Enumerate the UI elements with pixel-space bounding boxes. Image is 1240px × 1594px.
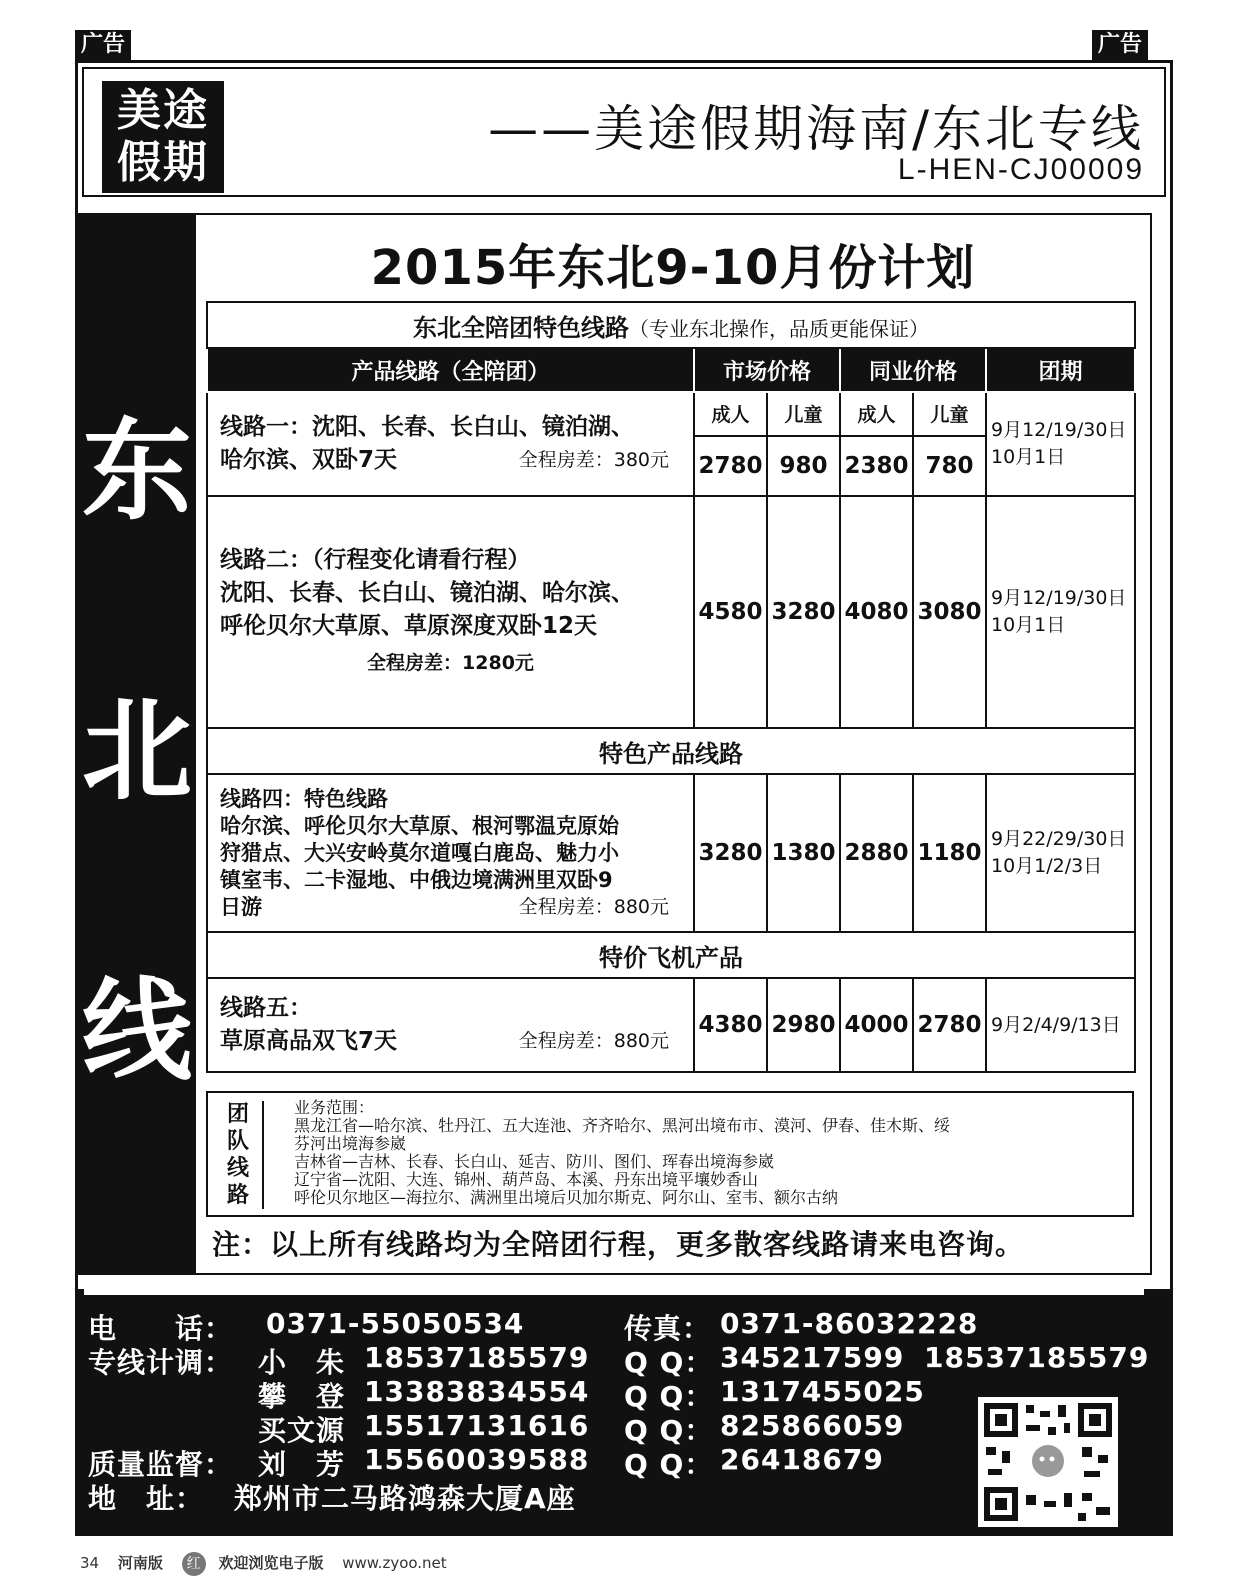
business-label-char: 线 xyxy=(226,1156,249,1181)
route-5-market-adult: 4380 xyxy=(694,978,767,1072)
staff-qq: 825866059 xyxy=(720,1409,905,1442)
route-4-line-4: 镇室韦、二卡湿地、中俄边境满洲里双卧9 xyxy=(220,867,613,892)
contact-block xyxy=(78,1289,1170,1533)
qq-label: Q Q： xyxy=(624,1380,714,1413)
route-5-date-1: 9月2/4/9/13日 xyxy=(991,1013,1121,1036)
route-4-fee: 全程房差：880元 xyxy=(518,895,669,918)
route-2-line-1: 线路二：（行程变化请看行程） xyxy=(220,547,531,573)
staff-phone: 18537185579 xyxy=(364,1341,590,1374)
business-title: 业务范围： xyxy=(294,1098,375,1117)
route-4-dates xyxy=(986,774,1135,932)
route-1-market-child: 980 xyxy=(767,436,840,496)
page-footer xyxy=(80,1552,461,1576)
header-title: ——美途假期海南/东北专线 xyxy=(488,100,1144,158)
business-label-char: 团 xyxy=(226,1102,249,1127)
route-5-trade-adult: 4000 xyxy=(840,978,913,1072)
route-2-trade-child: 3080 xyxy=(913,496,986,728)
route-2-dates xyxy=(986,496,1135,728)
route-1-line-1: 线路一：沈阳、长春、长白山、镜泊湖、 xyxy=(220,414,634,440)
phone-number: 0371-55050534 xyxy=(266,1307,525,1340)
advert-frame xyxy=(75,60,1173,1536)
route-5-trade-child: 2780 xyxy=(913,978,986,1072)
route-4-line-3: 狩猎点、大兴安岭莫尔道嘎白鹿岛、魅力小 xyxy=(220,840,619,865)
route-1-fee: 全程房差：380元 xyxy=(518,449,669,471)
qq-label: Q Q： xyxy=(624,1346,714,1379)
route-1-trade-child-label: 儿童 xyxy=(913,392,986,436)
business-line: 芬河出境海参崴 xyxy=(294,1134,407,1153)
license-code: L-HEN-CJ00009 xyxy=(897,153,1144,186)
route-2-market-child: 3280 xyxy=(767,496,840,728)
edition-badge-icon: 红 xyxy=(182,1552,206,1576)
route-2-line-3: 呼伦贝尔大草原、草原深度双卧12天 xyxy=(220,613,598,639)
logo-line-2: 假期 xyxy=(117,137,209,188)
divider xyxy=(84,1289,1144,1295)
route-4-date-2: 10月1/2/3日 xyxy=(991,855,1103,877)
qq-label: Q Q： xyxy=(624,1414,714,1447)
business-lines xyxy=(294,1099,1122,1207)
staff-qq: 345217599 xyxy=(720,1341,905,1374)
route-1-market-adult: 2780 xyxy=(694,436,767,496)
col-trade-price: 同业价格 xyxy=(840,348,986,392)
route-4-trade-adult: 2880 xyxy=(840,774,913,932)
qr-code-graphic xyxy=(978,1397,1118,1527)
route-1-date-2: 10月1日 xyxy=(991,446,1066,468)
staff-phone: 15517131616 xyxy=(364,1409,590,1442)
route-4-line-5: 日游 xyxy=(220,894,262,919)
footnote: 注：以上所有线路均为全陪团行程，更多散客线路请来电咨询。 xyxy=(212,1228,1025,1261)
quality-qq: 26418679 xyxy=(720,1443,884,1476)
logo-line-1: 美途 xyxy=(117,85,209,136)
route-4-date-1: 9月22/29/30日 xyxy=(991,828,1127,850)
route-5-fee: 全程房差：880元 xyxy=(518,1030,669,1052)
route-2-trade-adult: 4080 xyxy=(840,496,913,728)
route-4-market-adult: 3280 xyxy=(694,774,767,932)
business-scope xyxy=(206,1091,1134,1217)
business-label-char: 路 xyxy=(226,1183,249,1208)
route-1-market-child-label: 儿童 xyxy=(767,392,840,436)
side-banner xyxy=(78,213,194,1275)
route-2-cell xyxy=(207,496,694,728)
route-2-date-2: 10月1日 xyxy=(991,614,1066,636)
fax-label: 传真： xyxy=(624,1312,712,1345)
route-4-line-1: 线路四：特色线路 xyxy=(220,786,388,811)
col-dates: 团期 xyxy=(986,348,1135,392)
section-header-2: 特色产品线路 xyxy=(207,728,1135,774)
route-1-trade-child: 780 xyxy=(913,436,986,496)
route-2-date-1: 9月12/19/30日 xyxy=(991,587,1127,609)
quality-name: 刘 芳 xyxy=(258,1448,346,1481)
route-4-line-5-wrap xyxy=(220,894,681,921)
route-4-market-child: 1380 xyxy=(767,774,840,932)
fax-number: 0371-86032228 xyxy=(720,1307,979,1340)
side-char-3: 线 xyxy=(82,967,192,1095)
route-4-trade-child: 1180 xyxy=(913,774,986,932)
side-char-2: 北 xyxy=(82,687,192,815)
staff-name: 攀 登 xyxy=(258,1380,346,1413)
route-1-line-2: 哈尔滨、双卧7天 xyxy=(220,447,398,473)
address-label: 地 址： xyxy=(88,1482,205,1515)
website-link[interactable]: www.zyoo.net xyxy=(342,1554,447,1572)
ad-tag-left: 广告 xyxy=(75,30,131,60)
panel-title: 2015年东北9-10月份计划 xyxy=(370,240,976,296)
staff-name: 买文源 xyxy=(258,1414,346,1447)
route-1-line-2-wrap xyxy=(220,444,681,477)
price-table xyxy=(206,301,1136,1073)
staff-qq: 1317455025 xyxy=(720,1375,925,1408)
route-5-line-1: 线路五： xyxy=(220,995,312,1021)
route-5-line-2-wrap xyxy=(220,1025,681,1058)
quality-phone: 15560039588 xyxy=(364,1443,590,1476)
business-line: 黑龙江省—哈尔滨、牡丹江、五大连池、齐齐哈尔、黑河出境布市、漠河、伊春、佳木斯、绥 xyxy=(294,1116,951,1135)
section-title-1: 东北全陪团特色线路 xyxy=(413,313,630,342)
route-5-dates xyxy=(986,978,1135,1072)
staff-phone: 13383834554 xyxy=(364,1375,590,1408)
route-4-cell xyxy=(207,774,694,932)
page-number: 34 xyxy=(80,1554,100,1572)
route-2-fee: 全程房差：1280元 xyxy=(367,652,534,674)
ad-tag-right: 广告 xyxy=(1092,30,1148,60)
route-5-line-2: 草原高品双飞7天 xyxy=(220,1028,398,1054)
quality-label: 质量监督： xyxy=(88,1448,234,1481)
col-market-price: 市场价格 xyxy=(694,348,840,392)
address: 郑州市二马路鸿森大厦A座 xyxy=(234,1482,576,1515)
col-route: 产品线路（全陪团） xyxy=(207,348,694,392)
staff-label: 专线计调： xyxy=(88,1346,234,1379)
section-header-3: 特价飞机产品 xyxy=(207,932,1135,978)
route-1-trade-adult-label: 成人 xyxy=(840,392,913,436)
side-char-1: 东 xyxy=(82,407,192,535)
route-1-market-adult-label: 成人 xyxy=(694,392,767,436)
section-note-1: （专业东北操作，品质更能保证） xyxy=(629,316,930,341)
plan-panel xyxy=(194,213,1152,1275)
business-line: 吉林省—吉林、长春、长白山、延吉、防川、图们、珲春出境海参崴 xyxy=(294,1152,775,1171)
welcome-text: 欢迎浏览电子版 xyxy=(218,1554,324,1572)
qq-label: Q Q： xyxy=(624,1448,714,1481)
section-header-1 xyxy=(207,302,1135,348)
header xyxy=(82,67,1166,197)
route-2-line-2: 沈阳、长春、长白山、镜泊湖、哈尔滨、 xyxy=(220,580,634,606)
staff-name: 小 朱 xyxy=(258,1346,346,1379)
qr-code xyxy=(978,1397,1118,1527)
brand-logo xyxy=(102,81,224,193)
business-label-char: 队 xyxy=(226,1129,249,1154)
route-1-dates xyxy=(986,392,1135,496)
route-5-cell xyxy=(207,978,694,1072)
phone-label: 电 话： xyxy=(88,1312,234,1345)
route-4-line-2: 哈尔滨、呼伦贝尔大草原、根河鄂温克原始 xyxy=(220,813,619,838)
business-label xyxy=(214,1101,264,1209)
route-5-market-child: 2980 xyxy=(767,978,840,1072)
edition-label: 河南版 xyxy=(117,1554,163,1572)
route-1-trade-adult: 2380 xyxy=(840,436,913,496)
business-line: 辽宁省—沈阳、大连、锦州、葫芦岛、本溪、丹东出境平壤妙香山 xyxy=(294,1170,759,1189)
route-2-market-adult: 4580 xyxy=(694,496,767,728)
route-1-date-1: 9月12/19/30日 xyxy=(991,419,1127,441)
staff-extra-number: 18537185579 xyxy=(924,1341,1150,1374)
business-line: 呼伦贝尔地区—海拉尔、满洲里出境后贝加尔斯克、阿尔山、室韦、额尔古纳 xyxy=(294,1188,839,1207)
route-1-cell xyxy=(207,392,694,496)
